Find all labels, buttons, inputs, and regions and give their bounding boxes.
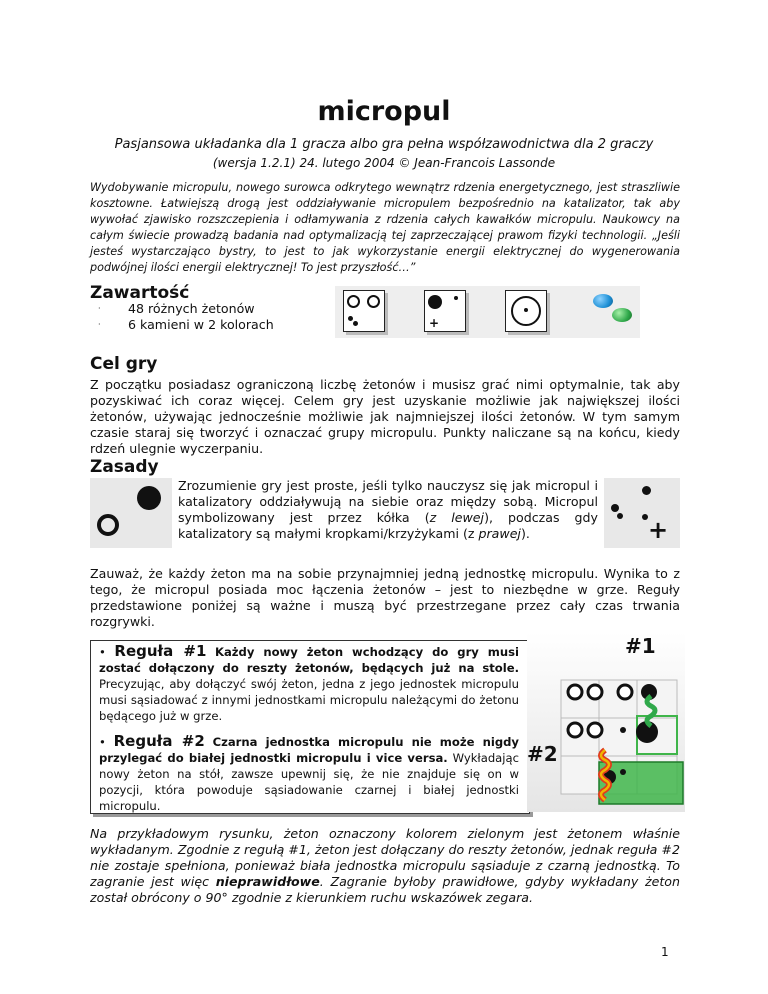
version-line: (wersja 1.2.1) 24. lutego 2004 © Jean-Francois Lassonde: [212, 156, 556, 170]
goal-heading: Cel gry: [90, 354, 158, 374]
label-rule-2: #2: [527, 742, 558, 766]
rule-1: • Reguła #1 Każdy nowy żeton wchodzący do gry musi zostać dołączony do reszty żetonów, będących już na stole. Precyzując, aby dołączyć swój żeton, jedna z jego jednostek micropulu musi sąsiadować z innymi jednostkami micropulu należącymi do żetonu będącego już w grze.: [99, 642, 520, 723]
micropul-symbols-illustration: [90, 478, 172, 548]
list-item: · 48 różnych żetonów: [98, 301, 255, 316]
rule-2: • Reguła #2 Czarna jednostka micropulu nie może nigdy przylegać do białej jednostki micropulu i vice versa. Wykładając nowy żeton na stół, zawsze upewnij się, że nie znajduje się on w pozycji, która powoduje sąsiadowanie czarnej i białej jednostki micropulu.: [99, 732, 519, 813]
list-item: · 6 kamieni w 2 kolorach: [98, 317, 274, 332]
intro-paragraph: Wydobywanie micropulu, nowego surowca odkrytego wewnątrz rdzenia energetycznego, jest straszliwie kosztowne. Łatwiejszą drogą jest oddziaływanie micropulem bezpośrednio na katalizator, tak aby wywołać zjawisko rozszczepienia i odłamywania z rdzenia całych kawałków micropulu. Naukowcy na całym świecie prowadzą badania nad optymalizacją tej zaprzeczającej prawom fizyki technologii. „Jeśli jesteś wystarczająco bystry, to jest to jak wykorzystanie energii elektrycznej do wygenerowania podwójnej ilości energii elektrycznej! To jest przyszłość…”: [90, 181, 680, 274]
rules-example-illustration: [527, 632, 685, 812]
catalyst-symbols-illustration: +: [604, 478, 680, 548]
tile-two-white-icon: [343, 290, 385, 332]
example-grid-svg: [527, 632, 685, 812]
contents-list: [98, 301, 274, 333]
contents-heading: Zawartość: [90, 283, 190, 303]
goal-paragraph: Z początku posiadasz ograniczoną liczbę żetonów i musisz grać nimi optymalnie, tak aby pozyskiwać ich coraz więcej. Celem gry jest uzyskanie możliwie jak największej ilości żetonów, używając jednocześnie możliwie jak najmniejszej ilości żetonów. W tym samym czasie staraj się tworzyć i oznaczać grupy micropulu. Punkty naliczane są na końcu, kiedy rdzeń ulegnie wyczerpaniu.: [90, 377, 680, 456]
contents-illustration: [335, 286, 640, 338]
example-paragraph: Na przykładowym rysunku, żeton oznaczony kolorem zielonym jest żetonem właśnie wykładanym. Zgodnie z regułą #1, żeton jest dołączany do reszty żetonów, jednak reguła #2 nie zostaje spełniona, ponieważ biała jednostka micropulu sąsiaduje z czarną jednostką. To zagranie jest więc nieprawidłowe. Zagranie byłoby prawidłowe, gdyby wykładany żeton został obrócony o 90° zgodnie z kierunkiem ruchu wskazówek zegara.: [90, 826, 680, 905]
rules-box: [90, 640, 530, 814]
label-rule-1: #1: [625, 634, 656, 658]
page-title: micropul: [317, 96, 451, 127]
tile-big-white-icon: [505, 290, 547, 332]
subtitle: Pasjansowa układanka dla 1 gracza albo gra pełna współzawodnictwa dla 2 graczy: [114, 137, 654, 152]
rules-explanation: Zrozumienie gry jest proste, jeśli tylko nauczysz się jak micropul i katalizatory oddziaływują na siebie oraz między sobą. Micropul symbolizowany jest przez kółka (z lewej), podczas gdy katalizatory są małymi kropkami/krzyżykami (z prawej).: [178, 478, 598, 541]
tile-black-plus-icon: +: [424, 290, 466, 332]
rules-note: Zauważ, że każdy żeton ma na sobie przynajmniej jedną jednostkę micropulu. Wynika to z tego, że micropul posiada moc łączenia żetonów – jest to niezbędne w grze. Reguły przedstawione poniżej są ważne i muszą być przestrzegane przez cały czas trwania rozgrywki.: [90, 566, 680, 629]
blue-stone-icon: [593, 294, 613, 308]
green-stone-icon: [612, 308, 632, 322]
rules-heading: Zasady: [90, 457, 159, 477]
page-number: 1: [661, 945, 669, 959]
